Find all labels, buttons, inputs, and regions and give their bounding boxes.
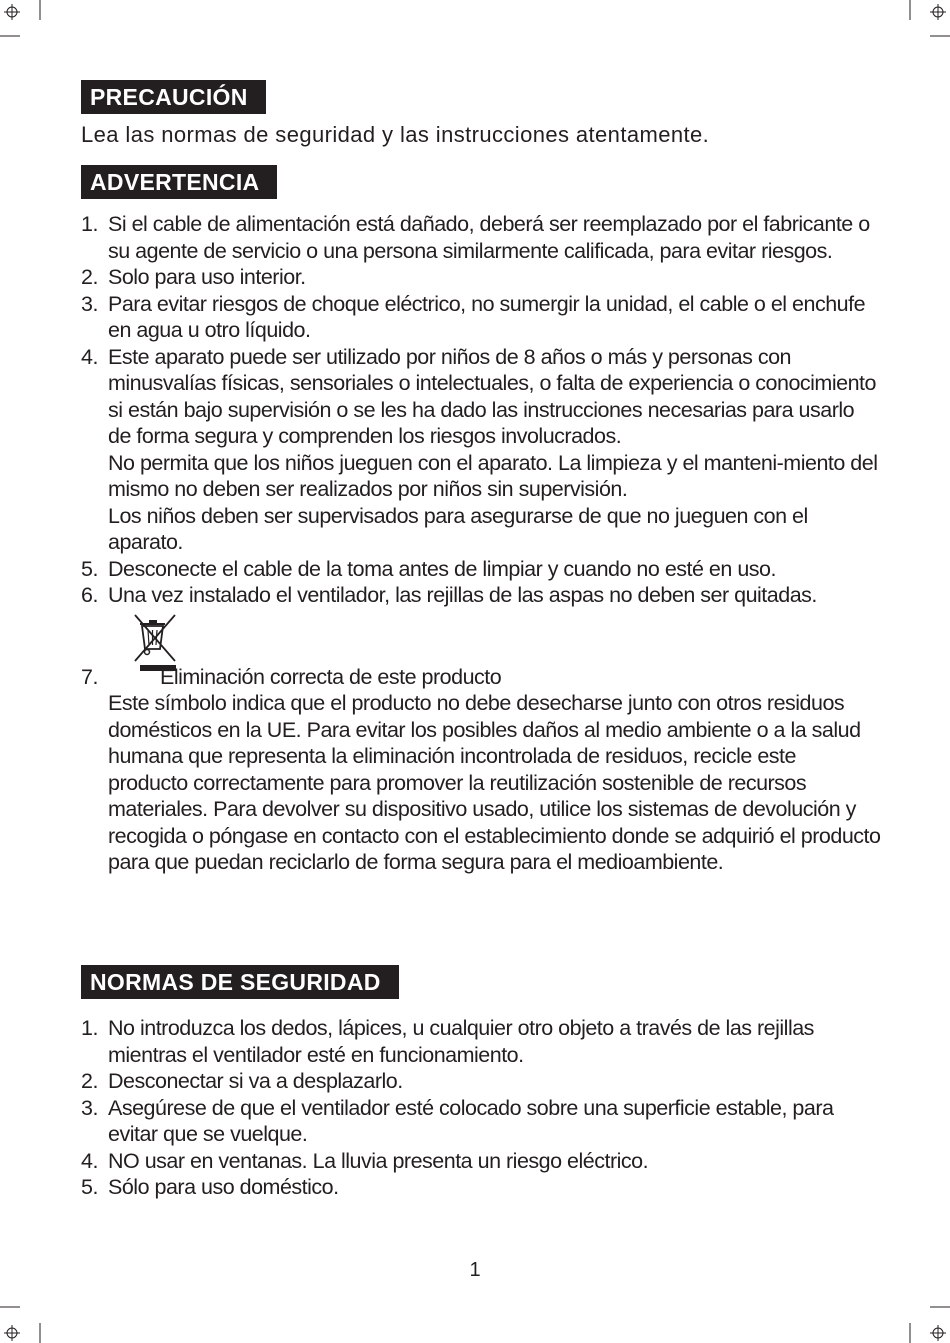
item-number: 4. [81, 344, 98, 369]
item-number: 5. [81, 1175, 98, 1199]
item-number: 7. [81, 664, 98, 689]
item-number: 2. [81, 1069, 98, 1093]
disposal-title: Eliminación correcta de este producto [160, 664, 502, 689]
list-item [81, 1148, 881, 1175]
item-paragraph: Este aparato puede ser utilizado por niños de 8 años o más y personas con minusvalías físicas, sensoriales o intelectuales, o falta de experiencia o conocimiento si están bajo supervisión o se les ha dado las instrucciones necesarias para usarlo de forma segura y comprenden los riesgos involucrados. [108, 344, 876, 448]
item-text: Asegúrese de que el ventilador esté colocado sobre una superficie estable, para evitar que se vuelque. [108, 1095, 834, 1146]
item-paragraph: No permita que los niños jueguen con el aparato. La limpieza y el manteni-miento del mismo no deben ser realizados por niños sin supervisión. [108, 450, 878, 501]
crop-mark-top-right [908, 0, 950, 42]
item-number: 3. [81, 1095, 98, 1120]
safety-heading: NORMAS DE SEGURIDAD [81, 965, 399, 999]
item-text: No introduzca los dedos, lápices, u cualquier otro objeto a través de las rejillas mientras el ventilador esté en funcionamiento. [108, 1016, 814, 1067]
list-item [81, 1015, 881, 1068]
crossed-out-wheelie-bin-icon [108, 609, 881, 664]
item-number: 1. [81, 1016, 98, 1040]
crop-mark-bottom-left [0, 1301, 42, 1343]
item-number: 3. [81, 291, 98, 316]
caution-text: Lea las normas de seguridad y las instrucciones atentamente. [81, 122, 710, 147]
item-number: 4. [81, 1148, 98, 1173]
item-text: NO usar en ventanas. La lluvia presenta un riesgo eléctrico. [108, 1148, 649, 1173]
page-number: 1 [469, 1259, 481, 1281]
item-text: Si el cable de alimentación está dañado, deberá ser reemplazado por el fabricante o su agente de servicio o una persona similarmente calificada, para evitar riesgos. [108, 212, 870, 263]
item-text: Desconecte el cable de la toma antes de limpiar y cuando no esté en uso. [108, 556, 776, 581]
crop-mark-bottom-right [908, 1301, 950, 1343]
crop-mark-top-left [0, 0, 42, 42]
item-text: Este símbolo indica que el producto no debe desecharse junto con otros residuos domésticos en la UE. Para evitar los posibles daños al medio ambiente o a la salud humana que representa la eliminación incontrolada de residuos, recicle este producto correctamente para promover la reutilización sostenible de recursos materiales. Para devolver su dispositivo usado, utilice los sistemas de devolución y recogida o póngase en contacto con el establecimiento donde se adquirió el producto para que puedan reciclarlo de forma segura para el medioambiente. [108, 691, 881, 874]
caution-heading: PRECAUCIÓN [81, 80, 266, 114]
warning-list [81, 211, 881, 876]
item-number: 6. [81, 583, 98, 607]
list-item [81, 344, 881, 556]
list-item [81, 1174, 881, 1201]
list-item [81, 264, 881, 291]
list-item [81, 1068, 881, 1095]
list-item [81, 582, 881, 609]
item-number: 1. [81, 212, 98, 236]
item-number: 5. [81, 556, 98, 581]
warning-heading: ADVERTENCIA [81, 165, 277, 199]
item-text: Sólo para uso doméstico. [108, 1175, 339, 1199]
safety-list [81, 1015, 881, 1201]
item-number: 2. [81, 265, 98, 289]
list-item [81, 1095, 881, 1148]
item-paragraph: Los niños deben ser supervisados para asegurarse de que no jueguen con el aparato. [108, 503, 808, 554]
item-text: Solo para uso interior. [108, 265, 306, 289]
item-text: Para evitar riesgos de choque eléctrico, no sumergir la unidad, el cable o el enchufe en agua u otro líquido. [108, 291, 866, 342]
list-item [81, 291, 881, 344]
item-text: Desconectar si va a desplazarlo. [108, 1069, 403, 1093]
list-item [81, 609, 881, 876]
list-item [81, 556, 881, 583]
item-text: Una vez instalado el ventilador, las rejillas de las aspas no deben ser quitadas. [108, 583, 817, 607]
list-item [81, 211, 881, 264]
